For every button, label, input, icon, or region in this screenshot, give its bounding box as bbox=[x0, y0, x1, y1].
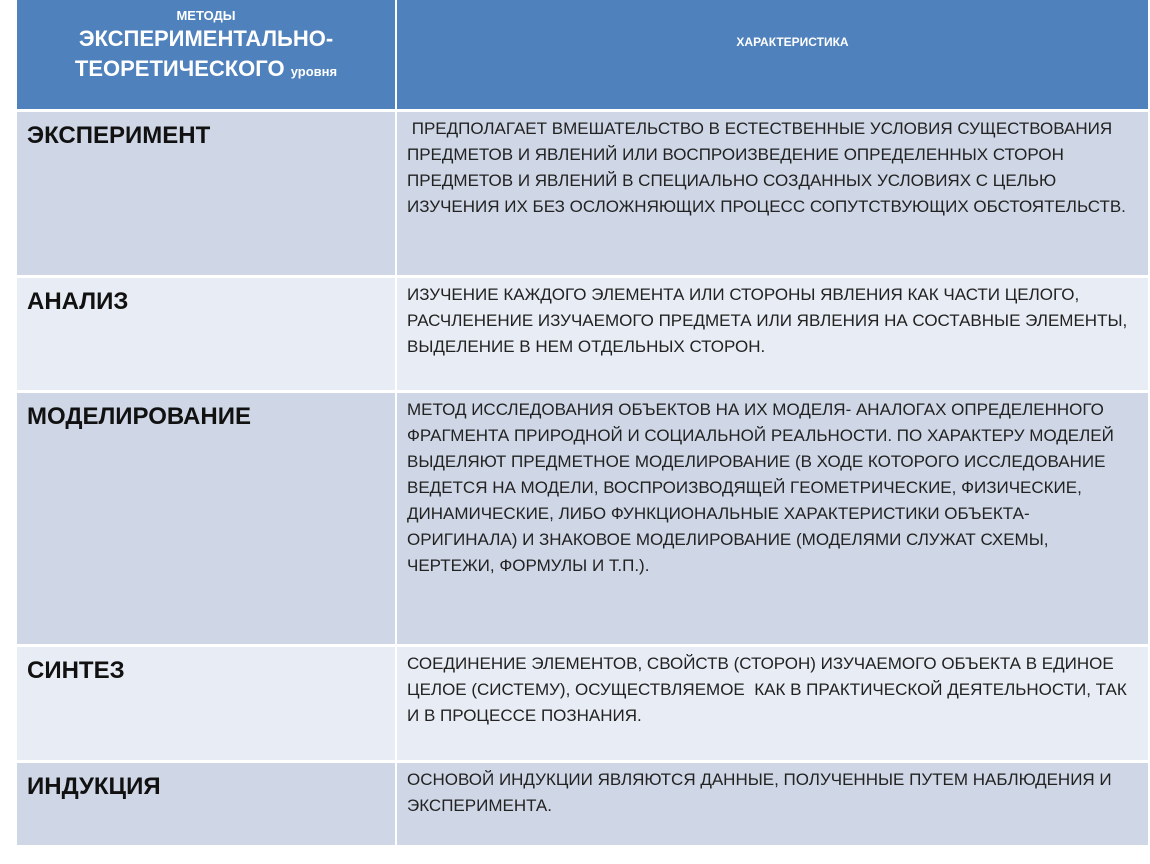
row-description: СОЕДИНЕНИЕ ЭЛЕМЕНТОВ, СВОЙСТВ (СТОРОН) ИЗУЧАЕМОГО ОБЪЕКТА В ЕДИНОЕ ЦЕЛОЕ (СИСТЕМУ), ОСУЩЕСТВЛЯЕМОЕ КАК В ПРАКТИЧЕСКОЙ ДЕЯТЕЛЬНОСТИ, ТАК И В ПРОЦЕССЕ ПОЗНАНИЯ. bbox=[395, 647, 1148, 763]
methods-table bbox=[17, 0, 1148, 842]
table-row bbox=[17, 275, 1148, 393]
row-description: ОСНОВОЙ ИНДУКЦИИ ЯВЛЯЮТСЯ ДАННЫЕ, ПОЛУЧЕННЫЕ ПУТЕМ НАБЛЮДЕНИЯ И ЭКСПЕРИМЕНТА. bbox=[395, 763, 1148, 845]
row-term: АНАЛИЗ bbox=[27, 288, 129, 315]
row-description: ПРЕДПОЛАГАЕТ ВМЕШАТЕЛЬСТВО В ЕСТЕСТВЕННЫЕ УСЛОВИЯ СУЩЕСТВОВАНИЯ ПРЕДМЕТОВ И ЯВЛЕНИЙ ИЛИ ВОСПРОИЗВЕДЕНИЕ ОПРЕДЕЛЕННЫХ СТОРОН ПРЕДМЕТОВ И ЯВЛЕНИЙ В СПЕЦИАЛЬНО СОЗДАННЫХ УСЛОВИЯХ С ЦЕЛЬЮ ИЗУЧЕНИЯ ИХ БЕЗ ОСЛОЖНЯЮЩИХ ПРОЦЕСС СОПУТСТВУЮЩИХ ОБСТОЯТЕЛЬСТВ. bbox=[395, 112, 1148, 278]
row-description: ИЗУЧЕНИЕ КАЖДОГО ЭЛЕМЕНТА ИЛИ СТОРОНЫ ЯВЛЕНИЯ КАК ЧАСТИ ЦЕЛОГО, РАСЧЛЕНЕНИЕ ИЗУЧАЕМОГО ПРЕДМЕТА ИЛИ ЯВЛЕНИЯ НА СОСТАВНЫЕ ЭЛЕМЕНТЫ, ВЫДЕЛЕНИЕ В НЕМ ОТДЕЛЬНЫХ СТОРОН. bbox=[395, 278, 1148, 393]
table-header bbox=[17, 0, 1148, 109]
table-row bbox=[17, 109, 1148, 278]
header-methods-line3-small: уровня bbox=[290, 64, 338, 79]
row-term: ИНДУКЦИЯ bbox=[27, 773, 161, 800]
header-methods-line3: ТЕОРЕТИЧЕСКОГО bbox=[74, 56, 285, 81]
header-methods-cell bbox=[17, 0, 395, 109]
header-methods-line2: ЭКСПЕРИМЕНТАЛЬНО- bbox=[78, 26, 334, 51]
row-term: МОДЕЛИРОВАНИЕ bbox=[27, 403, 251, 430]
header-methods-line3-wrap bbox=[75, 54, 337, 87]
header-methods-line1: МЕТОДЫ bbox=[176, 8, 236, 23]
table-row bbox=[17, 760, 1148, 845]
row-term: СИНТЕЗ bbox=[27, 657, 125, 684]
header-characteristic-label: ХАРАКТЕРИСТИКА bbox=[736, 35, 849, 49]
row-description: МЕТОД ИССЛЕДОВАНИЯ ОБЪЕКТОВ НА ИХ МОДЕЛЯ- АНАЛОГАХ ОПРЕДЕЛЕННОГО ФРАГМЕНТА ПРИРОДНОЙ И СОЦИАЛЬНОЙ РЕАЛЬНОСТИ. ПО ХАРАКТЕРУ МОДЕЛЕЙ ВЫДЕЛЯЮТ ПРЕДМЕТНОЕ МОДЕЛИРОВАНИЕ (В ХОДЕ КОТОРОГО ИССЛЕДОВАНИЕ ВЕДЕТСЯ НА МОДЕЛИ, ВОСПРОИЗВОДЯЩЕЙ ГЕОМЕТРИЧЕСКИЕ, ФИЗИЧЕСКИЕ, ДИНАМИЧЕСКИЕ, ЛИБО ФУНКЦИОНАЛЬНЫЕ ХАРАКТЕРИСТИКИ ОБЪЕКТА-ОРИГИНАЛА) И ЗНАКОВОЕ МОДЕЛИРОВАНИЕ (МОДЕЛЯМИ СЛУЖАТ СХЕМЫ, ЧЕРТЕЖИ, ФОРМУЛЫ И Т.П.). bbox=[395, 393, 1148, 647]
header-characteristic-cell bbox=[395, 0, 1148, 109]
table-row bbox=[17, 644, 1148, 763]
table-row bbox=[17, 390, 1148, 647]
row-term: ЭКСПЕРИМЕНТ bbox=[27, 122, 211, 149]
